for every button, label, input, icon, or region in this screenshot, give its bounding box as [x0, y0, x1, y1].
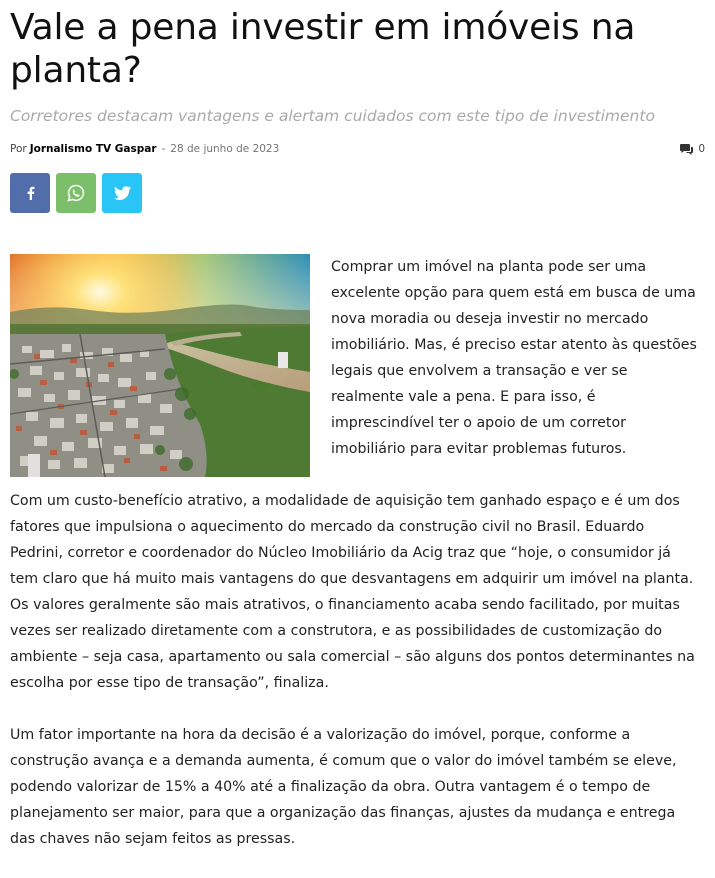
twitter-share-button[interactable]	[102, 173, 142, 213]
article-body	[10, 254, 700, 878]
publish-date: 28 de junho de 2023	[170, 143, 280, 155]
whatsapp-share-button[interactable]	[56, 173, 96, 213]
comments-count: 0	[698, 143, 705, 155]
author-link[interactable]: Jornalismo TV Gaspar	[29, 143, 157, 155]
whatsapp-icon	[67, 184, 85, 202]
article-subtitle: Corretores destacam vantagens e alertam cuidados com este tipo de investimento	[10, 107, 655, 125]
by-label: Por	[10, 143, 27, 155]
comment-icon	[680, 144, 693, 155]
paragraph-1: Comprar um imóvel na planta pode ser uma excelente opção para quem está em busca de uma nova moradia ou deseja investir no mercado imobiliário. Mas, é preciso estar atento às questões legais que envolvem a transação e ver se realmente vale a pena. E para isso, é imprescindível ter o apoio de um corretor imobiliário para evitar problemas futuros.	[331, 259, 697, 457]
paragraph-2: Com um custo-benefício atrativo, a modalidade de aquisição tem ganhado espaço e é um dos fatores que impulsiona o aquecimento do mercado da construção civil no Brasil. Eduardo Pedrini, corretor e coordenador do Núcleo Imobiliário da Acig traz que “hoje, o consumidor já tem claro que há muito mais vantagens do que desvantagens em adquirir um imóvel na planta. Os valores geralmente são mais atrativos, o financiamento acaba sendo facilitado, por muitas vezes ser realizado diretamente com a construtora, e as possibilidades de customização do ambiente – seja casa, apartamento ou sala comercial – são alguns dos pontos determinantes na escolha por esse tipo de transação”, finaliza.	[10, 493, 695, 691]
paragraph-3: Um fator importante na hora da decisão é a valorização do imóvel, porque, conforme a construção avança e a demanda aumenta, é comum que o valor do imóvel também se eleve, podendo valorizar de 15% a 40% até a finalização da obra. Outra vantagem é o tempo de planejamento ser maior, para que a organização das finanças, ajustes da mudança e entrega das chaves não sejam feitos as pressas.	[10, 727, 677, 847]
article-header	[10, 0, 705, 213]
facebook-icon	[26, 186, 35, 200]
comments-link[interactable]	[680, 141, 705, 157]
article-title: Vale a pena investir em imóveis na planta?	[10, 7, 636, 91]
article-image[interactable]	[10, 254, 310, 477]
article-meta	[10, 141, 705, 157]
facebook-share-button[interactable]	[10, 173, 50, 213]
aerial-city-photo	[10, 254, 310, 477]
meta-separator: -	[161, 143, 166, 155]
share-bar	[10, 173, 705, 213]
twitter-icon	[114, 186, 131, 200]
